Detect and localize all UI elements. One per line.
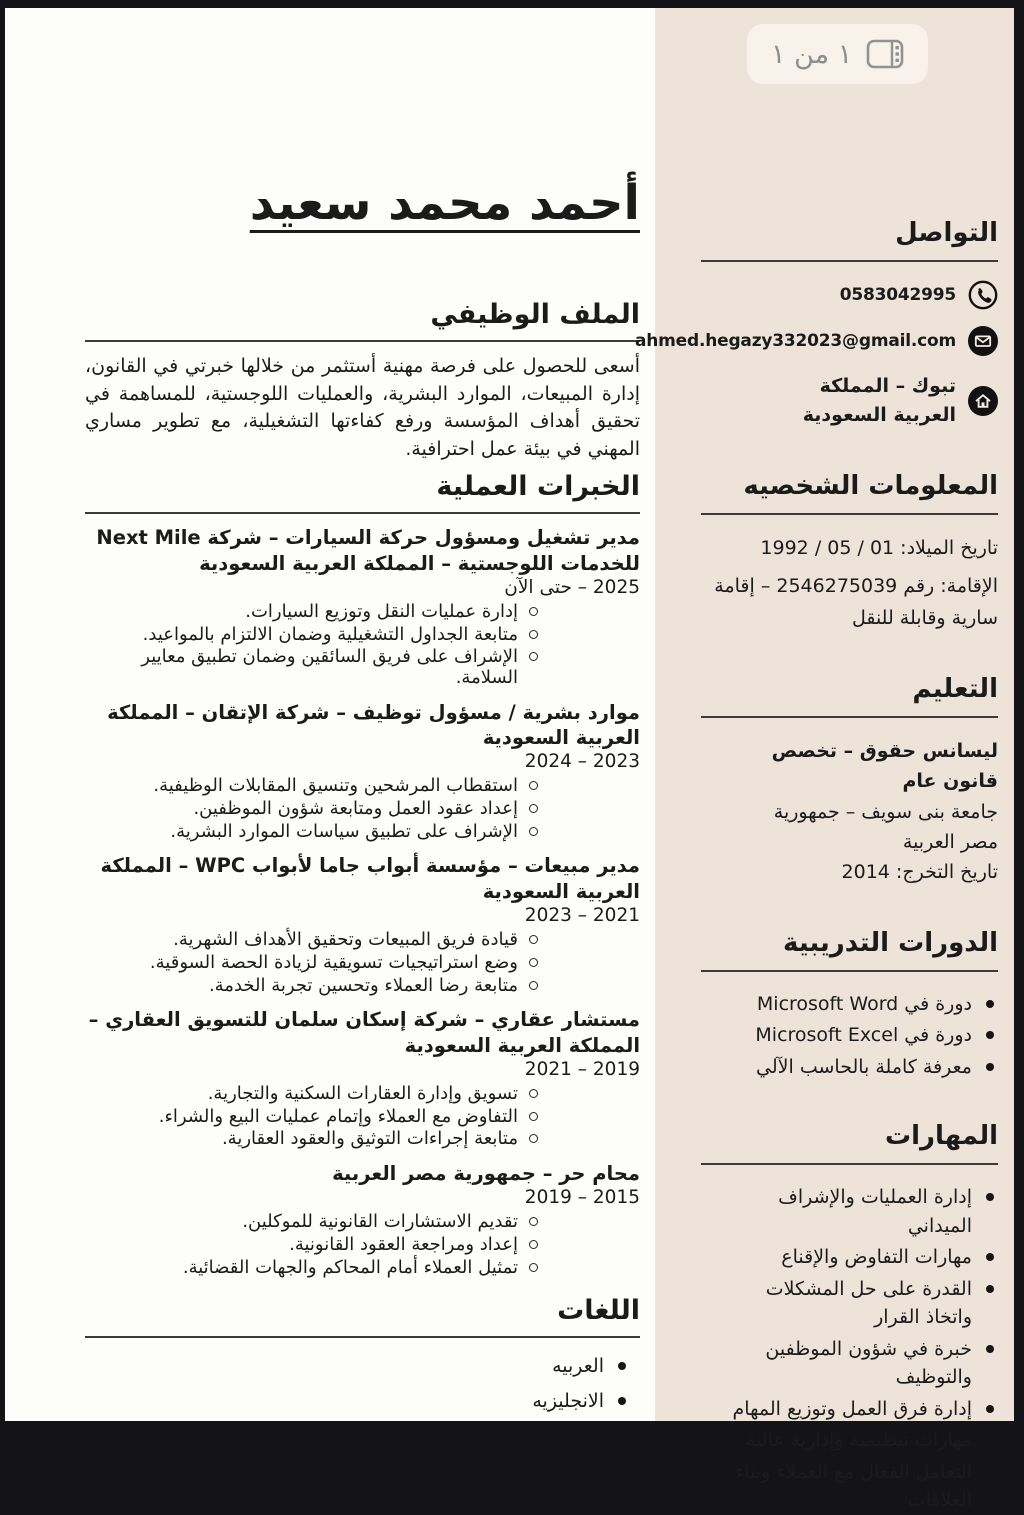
birth-date: تاريخ الميلاد: 01 / 05 / 1992: [760, 536, 998, 559]
job-period: 2015 – 2019: [524, 1187, 640, 1209]
job-role: مدير مبيعات – مؤسسة أبواب جاما لأبواب WPC – المملكة العربية السعودية: [100, 854, 640, 903]
profile-text: أسعى للحصول على فرصة مهنية أستثمر من خلالها خبرتي في القانون، إدارة المبيعات، الموارد البشرية، والعمليات اللوجستية، للمساهمة في تحقيق أهداف المؤسسة ورفع كفاءتها التشغيلية، مع تطوير مساري المهني في بيئة عمل احترافية.: [85, 355, 640, 460]
job-bullet: تسويق وإدارة العقارات السكنية والتجارية.: [85, 1084, 540, 1105]
job-bullet: قيادة فريق المبيعات وتحقيق الأهداف الشهرية.: [85, 930, 540, 951]
contact-location-row: [675, 372, 998, 431]
skill-item: مهارات التفاوض والإقناع: [730, 1243, 994, 1272]
job-bullet-list: [85, 1212, 640, 1278]
job-entry: [85, 853, 640, 996]
job-bullet-list: [85, 930, 640, 996]
education-university: جامعة بنى سويف – جمهورية مصر العربية: [773, 800, 998, 854]
course-item: معرفة كاملة بالحاسب الآلي: [730, 1053, 994, 1082]
job-bullet: التفاوض مع العملاء وإتمام عمليات البيع والشراء.: [85, 1107, 540, 1128]
language-item: الانجليزيه: [85, 1389, 628, 1414]
job-period: 2023 – 2024: [524, 751, 640, 773]
job-bullet: تمثيل العملاء أمام المحاكم والجهات القضائية.: [85, 1258, 540, 1279]
sidebar: [634, 8, 1014, 1512]
resume-page: [5, 8, 1014, 1512]
courses-section-title: الدورات التدريبية: [701, 928, 998, 972]
courses-section: [675, 928, 998, 1082]
job-entry: [85, 1007, 640, 1150]
job-bullet: وضع استراتيجيات تسويقية لزيادة الحصة السوقية.: [85, 953, 540, 974]
skill-item: مهارات تنظيمية وإدارية عالية: [730, 1426, 994, 1455]
course-item: دورة في Microsoft Excel: [730, 1021, 994, 1050]
job-bullet-list: [85, 776, 640, 842]
experience-section: [85, 471, 640, 1278]
job-bullet: تقديم الاستشارات القانونية للموكلين.: [85, 1212, 540, 1233]
job-entry: [85, 525, 640, 688]
contact-email-row: [634, 326, 998, 356]
job-bullet: متابعة إجراءات التوثيق والعقود العقارية.: [85, 1129, 540, 1150]
personal-info-section: [675, 471, 998, 634]
contact-section-title: التواصل: [701, 218, 998, 262]
experience-section-title: الخبرات العملية: [85, 471, 640, 514]
education-degree: ليسانس حقوق – تخصص قانون عام: [771, 739, 998, 793]
personal-info-section-title: المعلومات الشخصيه: [701, 471, 998, 515]
job-period: 2025 – حتى الآن: [504, 576, 640, 598]
job-bullet: متابعة رضا العملاء وتحسين تجربة الخدمة.: [85, 976, 540, 997]
job-bullet: الإشراف على فريق السائقين وضمان تطبيق معايير السلامة.: [85, 647, 540, 688]
job-period: 2019 – 2021: [524, 1058, 640, 1080]
contact-phone-row: [675, 280, 998, 310]
education-section: [675, 674, 998, 888]
job-period: 2021 – 2023: [524, 905, 640, 927]
profile-section: [85, 299, 640, 463]
languages-section-title: اللغات: [85, 1295, 640, 1338]
education-section-title: التعليم: [701, 674, 998, 718]
skill-item: إدارة العمليات والإشراف الميداني: [730, 1183, 994, 1240]
personal-info-block: [675, 533, 998, 634]
skill-list: [675, 1183, 998, 1515]
job-bullet: متابعة الجداول التشغيلية وضمان الالتزام بالمواعيد.: [85, 625, 540, 646]
course-item: دورة في Microsoft Word: [730, 990, 994, 1019]
skill-item: إدارة فرق العمل وتوزيع المهام: [730, 1395, 994, 1424]
contact-email: ahmed.hegazy332023@gmail.com: [634, 330, 956, 351]
job-bullet: الإشراف على تطبيق سياسات الموارد البشرية.: [85, 822, 540, 843]
job-bullet: إعداد ومراجعة العقود القانونية.: [85, 1235, 540, 1256]
job-role: مدير تشغيل ومسؤول حركة السيارات – شركة Next Mile للخدمات اللوجستية – المملكة العربية السعودية: [96, 526, 640, 575]
job-list: [85, 525, 640, 1278]
home-icon: [968, 386, 998, 416]
contact-section: [634, 218, 998, 431]
job-bullet: إعداد عقود العمل ومتابعة شؤون الموظفين.: [85, 799, 540, 820]
job-bullet: إدارة عمليات النقل وتوزيع السيارات.: [85, 602, 540, 623]
main-content: [5, 8, 655, 1421]
page-indicator-label: ١ من ١: [771, 38, 853, 70]
job-bullet-list: [85, 1084, 640, 1150]
language-list: [85, 1354, 640, 1414]
page-indicator[interactable]: [747, 24, 928, 84]
education-block: [675, 736, 998, 888]
contact-phone: 0583042995: [839, 284, 956, 305]
job-role: موارد بشرية / مسؤول توظيف – شركة الإتقان – المملكة العربية السعودية: [107, 700, 640, 750]
candidate-name: أحمد محمد سعيد: [249, 175, 640, 231]
pages-icon: [866, 39, 904, 69]
job-role: محام حر – جمهورية مصر العربية: [332, 1162, 640, 1186]
residency-info: الإقامة: رقم 2546275039 – إقامة سارية وقابلة للنقل: [714, 575, 998, 629]
skills-section: [675, 1121, 998, 1515]
email-icon: [968, 326, 998, 356]
job-bullet-list: [85, 602, 640, 689]
course-list: [675, 990, 998, 1082]
education-graduation: تاريخ التخرج: 2014: [841, 861, 998, 884]
language-item: العربيه: [85, 1354, 628, 1379]
languages-section: [85, 1295, 640, 1414]
job-bullet: استقطاب المرشحين وتنسيق المقابلات الوظيفية.: [85, 776, 540, 797]
skills-section-title: المهارات: [701, 1121, 998, 1165]
skill-item: التعامل الفعال مع العملاء وبناء العلاقات: [730, 1458, 994, 1515]
contact-location: تبوك – المملكة العربية السعودية: [802, 375, 956, 427]
skill-item: القدرة على حل المشكلات واتخاذ القرار: [730, 1275, 994, 1332]
job-role: مستشار عقاري – شركة إسكان سلمان للتسويق العقاري – المملكة العربية السعودية: [88, 1008, 640, 1057]
profile-section-title: الملف الوظيفي: [85, 299, 640, 342]
job-entry: [85, 700, 640, 843]
skill-item: خبرة في شؤون الموظفين والتوظيف: [730, 1335, 994, 1392]
phone-icon: [968, 280, 998, 310]
job-entry: [85, 1161, 640, 1278]
